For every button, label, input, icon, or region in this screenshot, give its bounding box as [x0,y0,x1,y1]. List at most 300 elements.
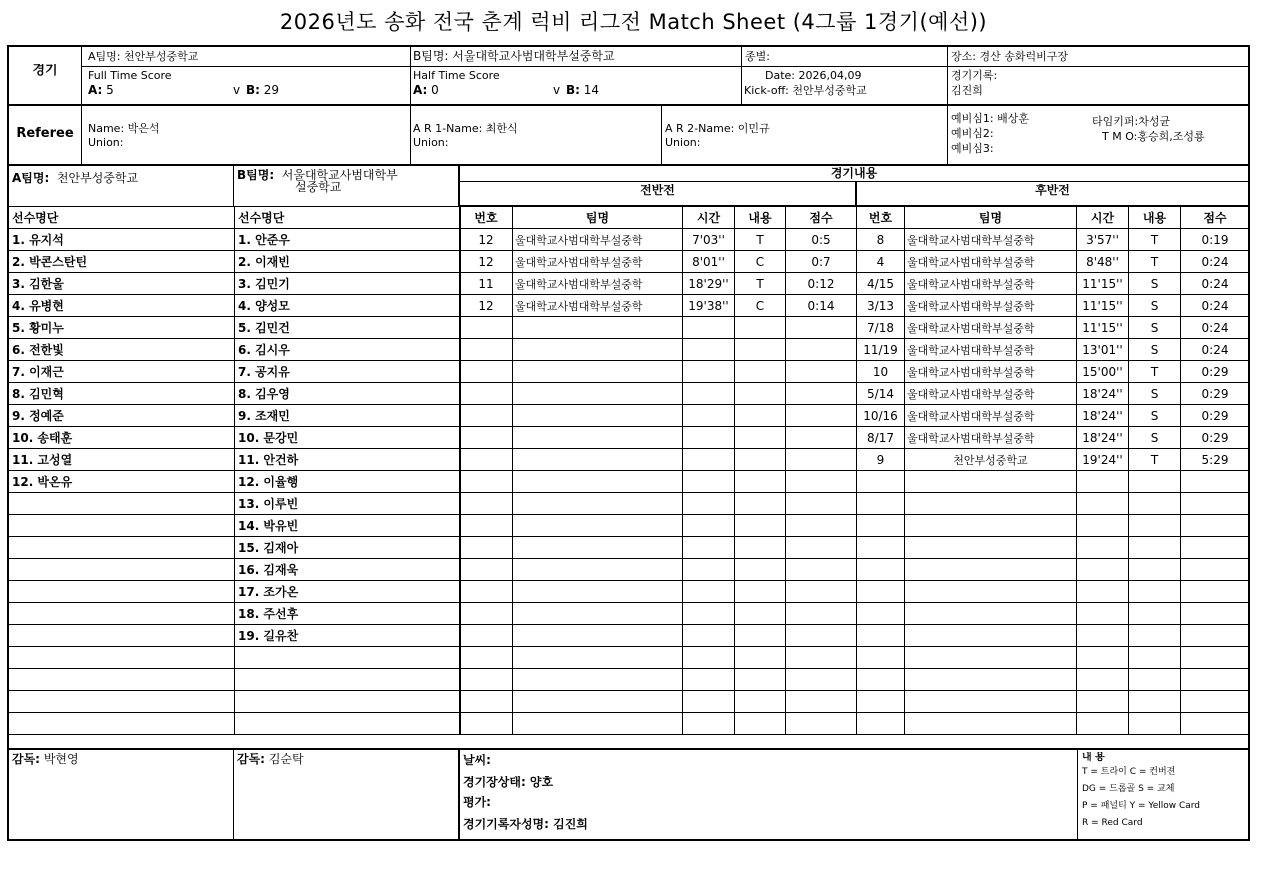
grid-section [9,206,1248,748]
event-score [1181,581,1250,603]
team-a-player: 5. 황미누 [9,317,235,339]
event-team [513,603,683,625]
second-half-row [857,669,1250,691]
event-time: 11'15'' [1077,273,1129,295]
team-b-player: 14. 박유빈 [235,515,461,537]
event-score: 0:29 [1181,383,1250,405]
event-time: 8'01'' [683,251,735,273]
event-no [460,493,513,515]
team-a-player [9,537,235,559]
ar2-union: Union: [665,136,701,149]
event-score: 0:7 [786,251,857,273]
event-type [1129,691,1181,713]
event-time [1077,603,1129,625]
event-time: 19'24'' [1077,449,1129,471]
event-type [735,625,786,647]
player-row [9,383,461,405]
first-half-row [460,427,857,449]
event-type [1129,581,1181,603]
team-b-player: 7. 공지유 [235,361,461,383]
team-b-player: 17. 조가온 [235,581,461,603]
event-team [513,493,683,515]
second-half-row [857,713,1250,735]
event-type: S [1129,273,1181,295]
team-b-player: 11. 안건하 [235,449,461,471]
player-row [9,669,461,691]
footer-section [9,750,1248,839]
event-type: S [1129,427,1181,449]
reserve-referee-1: 예비심1: 배상훈 [951,112,1029,125]
first-half-row [460,383,857,405]
team-a-player [9,581,235,603]
event-score [786,493,857,515]
event-score [786,691,857,713]
team-b-player [235,713,461,735]
second-half-row [857,493,1250,515]
event-team [905,471,1077,493]
event-time [683,647,735,669]
referee-label: Referee [16,127,74,140]
second-half-row [857,471,1250,493]
weather: 날씨: [463,754,491,767]
player-row [9,361,461,383]
event-no: 12 [460,295,513,317]
event-team [513,691,683,713]
recorder-signature: 경기기록자성명: 김진희 [463,818,588,831]
second-half-row [857,295,1250,317]
event-time: 11'15'' [1077,295,1129,317]
second-half-row [857,427,1250,449]
event-type [735,361,786,383]
half-time-label: Half Time Score [413,69,500,82]
event-team [905,647,1077,669]
event-score: 0:24 [1181,273,1250,295]
team-b-player: 1. 안준우 [235,229,461,251]
event-no [460,713,513,735]
event-time: 18'29'' [683,273,735,295]
first-half-row [460,603,857,625]
event-no: 12 [460,229,513,251]
event-team: 울대학교사범대학부설중학 [513,273,683,295]
player-row [9,295,461,317]
full-b: B: 29 [246,84,280,97]
event-time: 3'57'' [1077,229,1129,251]
event-type: S [1129,383,1181,405]
team-b-player [235,647,461,669]
first-col-type: 내용 [735,207,786,229]
team-a-player [9,669,235,691]
event-score: 0:12 [786,273,857,295]
event-score: 0:24 [1181,317,1250,339]
first-half-table [459,206,857,735]
event-score [786,427,857,449]
event-no: 3/13 [857,295,905,317]
event-no [857,515,905,537]
half-a-label: A: [413,84,428,97]
event-team [513,339,683,361]
half-a-score: 0 [431,84,439,97]
event-type: T [1129,251,1181,273]
second-half-row [857,647,1250,669]
team-b-player: 4. 양성모 [235,295,461,317]
event-team [905,669,1077,691]
second-half-row [857,625,1250,647]
event-time [683,383,735,405]
player-row [9,537,461,559]
event-time [683,669,735,691]
event-no [857,493,905,515]
first-half-row [460,625,857,647]
event-score [786,383,857,405]
event-no: 5/14 [857,383,905,405]
event-time [1077,713,1129,735]
first-half-row [460,559,857,581]
event-type [735,647,786,669]
event-time: 11'15'' [1077,317,1129,339]
player-row [9,251,461,273]
event-no [460,647,513,669]
event-type [1129,713,1181,735]
referee-name: Name: 박은석 [88,122,160,135]
team-b-player: 12. 이율행 [235,471,461,493]
second-half-row [857,251,1250,273]
ar2-name: A R 2-Name: 이민규 [665,122,770,135]
first-half-title: 전반전 [640,184,675,197]
event-no [460,339,513,361]
event-time [1077,537,1129,559]
first-half-row [460,405,857,427]
event-score [786,669,857,691]
event-time [1077,471,1129,493]
event-no: 7/18 [857,317,905,339]
event-score: 5:29 [1181,449,1250,471]
event-score [786,471,857,493]
event-no: 10 [857,361,905,383]
team-a-player: 7. 이재근 [9,361,235,383]
event-time [683,449,735,471]
team-b-label: B팀명: [237,169,275,182]
team-a-player: 6. 전한빛 [9,339,235,361]
event-time [683,427,735,449]
half-time-score [413,84,739,97]
recorder-name: 김진희 [951,84,983,97]
event-team [513,647,683,669]
legend-line-2: DG = 드롭골 S = 교체 [1082,784,1175,794]
event-no [460,691,513,713]
team-a-player [9,625,235,647]
event-type: T [1129,229,1181,251]
team-b-player: 9. 조재민 [235,405,461,427]
event-score [1181,647,1250,669]
player-row [9,647,461,669]
team-a-player: 3. 김한울 [9,273,235,295]
event-team: 울대학교사범대학부설중학 [905,229,1077,251]
field-condition: 경기장상태: 양호 [463,776,554,789]
first-col-team: 팀명 [513,207,683,229]
referee-section [9,106,1248,164]
event-no [460,449,513,471]
first-half-row [460,537,857,559]
event-team: 울대학교사범대학부설중학 [905,361,1077,383]
event-score [786,713,857,735]
event-team [513,625,683,647]
event-time: 18'24'' [1077,427,1129,449]
legend-title: 내 용 [1082,752,1105,763]
event-team [905,625,1077,647]
team-b-players-header: 선수명단 [235,207,461,229]
team-a-title: 천안부성중학교 [56,172,139,185]
player-row [9,273,461,295]
event-no [857,625,905,647]
event-no [460,559,513,581]
event-team [905,691,1077,713]
event-type: T [735,273,786,295]
event-type: C [735,251,786,273]
event-type: T [1129,361,1181,383]
event-type [735,339,786,361]
event-score [786,317,857,339]
event-time [683,625,735,647]
event-no [460,625,513,647]
event-type [735,581,786,603]
event-type [1129,493,1181,515]
team-a-player: 9. 정예준 [9,405,235,427]
team-a-players-header: 선수명단 [9,207,235,229]
legend-line-3: P = 패널티 Y = Yellow Card [1082,801,1201,811]
event-time [683,339,735,361]
match-sheet [7,45,1250,841]
event-type [735,427,786,449]
first-half-row [460,229,857,251]
event-time: 19'38'' [683,295,735,317]
first-half-row [460,339,857,361]
event-time [1077,625,1129,647]
player-row [9,427,461,449]
event-score [786,515,857,537]
event-team [905,537,1077,559]
ar1-union: Union: [413,136,449,149]
event-type [735,515,786,537]
event-score [1181,669,1250,691]
event-no: 12 [460,251,513,273]
first-half-row [460,493,857,515]
event-time [1077,581,1129,603]
team-b-player: 10. 문강민 [235,427,461,449]
timekeeper: 타임키퍼:차성균 [1092,115,1171,128]
event-no: 10/16 [857,405,905,427]
second-half-row [857,339,1250,361]
event-team: 울대학교사범대학부설중학 [905,339,1077,361]
event-team [905,581,1077,603]
first-half-row [460,295,857,317]
ar1-name: A R 1-Name: 최한식 [413,122,518,135]
team-b-title-1: 서울대학교사범대학부 [281,169,398,182]
event-score: 0:29 [1181,427,1250,449]
event-team [905,713,1077,735]
team-a-player [9,691,235,713]
event-team: 울대학교사범대학부설중학 [905,317,1077,339]
first-half-row [460,449,857,471]
player-table [8,206,461,735]
team-b-player: 19. 길유찬 [235,625,461,647]
event-score [1181,691,1250,713]
full-time-score [88,84,408,97]
team-a-player [9,493,235,515]
event-time [683,537,735,559]
event-type [735,405,786,427]
event-time [683,581,735,603]
event-no [460,317,513,339]
player-row [9,493,461,515]
player-row [9,229,461,251]
event-no [460,427,513,449]
event-time [683,559,735,581]
second-col-time: 시간 [1077,207,1129,229]
event-team [905,515,1077,537]
second-half-row [857,537,1250,559]
event-time: 7'03'' [683,229,735,251]
player-row [9,625,461,647]
event-score: 0:29 [1181,361,1250,383]
record-label: 경기기록: [951,69,998,82]
event-type [735,691,786,713]
team-a-header [12,172,232,185]
event-time [683,405,735,427]
kickoff: Kick-off: 천안부성중학교 [744,84,867,97]
team-b-player: 15. 김재아 [235,537,461,559]
team-a-label: A팀명: [12,172,50,185]
legend-line-1: T = 트라이 C = 컨버젼 [1082,767,1176,777]
event-time [1077,691,1129,713]
event-no [857,691,905,713]
second-half-row [857,515,1250,537]
event-no [857,647,905,669]
event-score [1181,603,1250,625]
event-type [735,317,786,339]
team-a-player [9,713,235,735]
event-team: 울대학교사범대학부설중학 [513,251,683,273]
full-v: v [233,84,241,97]
event-time: 8'48'' [1077,251,1129,273]
event-no: 4/15 [857,273,905,295]
event-score: 0:5 [786,229,857,251]
event-team [513,515,683,537]
event-team: 울대학교사범대학부설중학 [905,405,1077,427]
event-time [683,691,735,713]
event-time [1077,669,1129,691]
event-no [857,669,905,691]
first-half-row [460,361,857,383]
coach-b: 감독: 김순탁 [237,753,304,766]
half-b: B: 14 [566,84,600,97]
event-type [735,713,786,735]
team-b-player: 2. 이재빈 [235,251,461,273]
event-time [683,471,735,493]
event-team [905,493,1077,515]
team-a-player [9,515,235,537]
first-half-row [460,581,857,603]
team-b-player: 8. 김우영 [235,383,461,405]
event-no [460,581,513,603]
event-type [1129,559,1181,581]
event-team [513,537,683,559]
event-type [735,559,786,581]
event-team [513,713,683,735]
event-no [460,405,513,427]
first-half-row [460,207,857,229]
player-row [9,559,461,581]
event-score [786,603,857,625]
event-type [1129,669,1181,691]
team-a-player [9,603,235,625]
team-a-player [9,559,235,581]
match-label: 경기 [32,64,58,77]
second-half-row [857,405,1250,427]
second-half-row [857,229,1250,251]
first-col-no: 번호 [460,207,513,229]
second-half-row [857,603,1250,625]
full-a-label: A: [88,84,103,97]
player-row [9,207,461,229]
first-half-row [460,713,857,735]
event-type: C [735,295,786,317]
event-type: S [1129,317,1181,339]
event-type: S [1129,405,1181,427]
event-team [513,449,683,471]
event-no: 11/19 [857,339,905,361]
coach-b-name: 김순탁 [268,753,304,766]
second-col-type: 내용 [1129,207,1181,229]
reserve-referee-2: 예비심2: [951,127,994,140]
player-row [9,713,461,735]
reserve-referee-3: 예비심3: [951,142,994,155]
event-no [460,515,513,537]
match-info-section [9,47,1248,105]
event-time [1077,559,1129,581]
player-row [9,581,461,603]
coach-a: 감독: 박현영 [12,753,79,766]
event-no [460,603,513,625]
event-team [513,559,683,581]
event-score [1181,537,1250,559]
event-score: 0:19 [1181,229,1250,251]
second-half-row [857,383,1250,405]
team-b-title-2: 설중학교 [295,180,342,193]
event-score [1181,713,1250,735]
team-b-player: 13. 이루빈 [235,493,461,515]
team-b-player [235,691,461,713]
event-score: 0:24 [1181,339,1250,361]
venue: 장소: 경산 송화럭비구장 [951,50,1068,63]
match-date: Date: 2026,04,09 [765,69,862,82]
event-score: 0:29 [1181,405,1250,427]
second-half-row [857,361,1250,383]
second-half-row [857,317,1250,339]
first-half-row [460,691,857,713]
event-no [460,537,513,559]
event-score: 0:14 [786,295,857,317]
event-team [513,669,683,691]
event-team [513,383,683,405]
event-score: 0:24 [1181,295,1250,317]
player-row [9,515,461,537]
second-half-row [857,207,1250,229]
event-score [1181,515,1250,537]
second-half-table [856,206,1250,735]
event-team: 울대학교사범대학부설중학 [905,427,1077,449]
event-type [735,493,786,515]
event-time [1077,493,1129,515]
